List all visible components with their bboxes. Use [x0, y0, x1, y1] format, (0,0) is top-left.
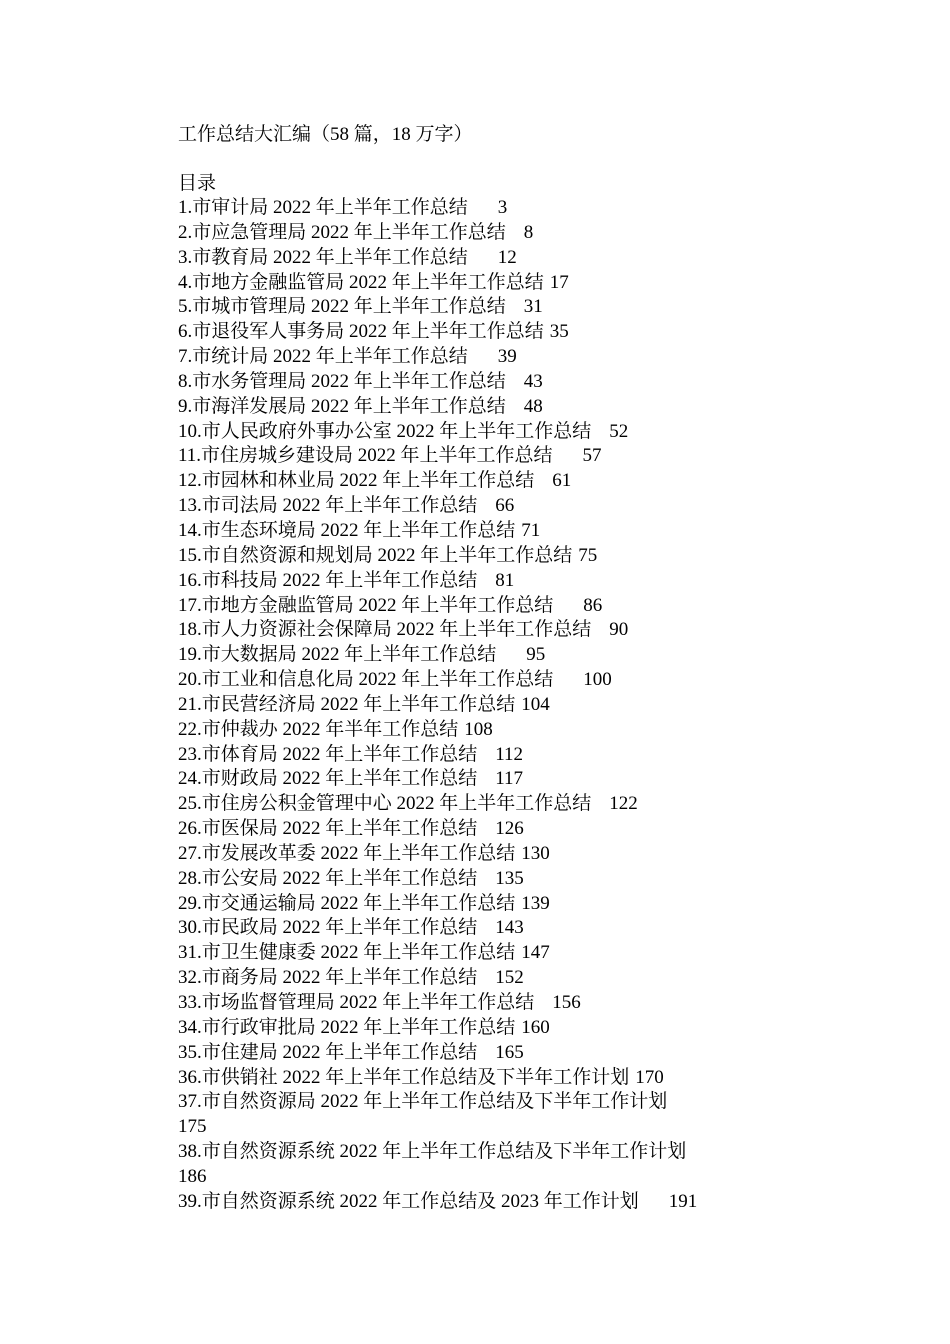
toc-entry-title: 28.市公安局 2022 年上半年工作总结 — [178, 867, 478, 889]
toc-entry[interactable] — [178, 1016, 810, 1041]
toc-entry-title: 19.市大数据局 2022 年上半年工作总结 — [178, 644, 497, 666]
toc-entry-page-number: 90 — [609, 619, 629, 641]
toc-entry[interactable] — [178, 544, 810, 569]
toc-entry-page-number: 57 — [582, 445, 602, 467]
toc-entry[interactable] — [178, 743, 810, 768]
toc-entry-title: 39.市自然资源系统 2022 年工作总结及 2023 年工作计划 — [178, 1190, 639, 1212]
toc-entry[interactable] — [178, 494, 810, 519]
toc-entry-title: 34.市行政审批局 2022 年上半年工作总结 — [178, 1016, 516, 1038]
toc-entry-title: 18.市人力资源社会保障局 2022 年上半年工作总结 — [178, 619, 592, 641]
toc-entry-title: 31.市卫生健康委 2022 年上半年工作总结 — [178, 942, 516, 964]
toc-entry-page-number: 130 — [521, 842, 550, 864]
toc-entry-page-number: 8 — [523, 221, 534, 243]
toc-entry[interactable] — [178, 594, 810, 619]
toc-entry-page-number: 156 — [552, 992, 581, 1013]
toc-entry-page-number: 81 — [495, 569, 515, 591]
toc-entry[interactable] — [178, 271, 810, 296]
toc-entry-title: 24.市财政局 2022 年上半年工作总结 — [178, 768, 478, 790]
toc-entry-page-number: 135 — [495, 867, 524, 889]
toc-entry-page-number: 52 — [609, 420, 629, 442]
toc-entry-page-number: 160 — [521, 1016, 550, 1038]
toc-entry[interactable] — [178, 221, 810, 246]
toc-entry[interactable] — [178, 842, 810, 867]
toc-entry-page-number: 139 — [521, 892, 550, 914]
toc-entry-page-number: 61 — [552, 470, 572, 492]
toc-entry-title: 13.市司法局 2022 年上半年工作总结 — [178, 495, 478, 517]
toc-entry-page-number: 126 — [495, 818, 524, 840]
toc-entry-title: 6.市退役军人事务局 2022 年上半年工作总结 — [178, 321, 544, 343]
toc-entry-title: 32.市商务局 2022 年上半年工作总结 — [178, 967, 478, 989]
toc-entry[interactable] — [178, 1041, 810, 1066]
toc-entry-page-number: 108 — [464, 718, 493, 740]
toc-entry-title: 29.市交通运输局 2022 年上半年工作总结 — [178, 892, 516, 914]
toc-entry-page-number: 191 — [668, 1190, 698, 1212]
toc-entry-title: 37.市自然资源局 2022 年上半年工作总结及下半年工作计划 — [178, 1091, 668, 1113]
toc-heading: 目录 — [178, 173, 217, 194]
toc-entry-page-number: 143 — [495, 917, 524, 939]
toc-entry[interactable] — [178, 1190, 810, 1215]
toc-entry[interactable] — [178, 345, 810, 370]
toc-entry-page-number: 35 — [549, 321, 569, 343]
toc-entry-title: 10.市人民政府外事办公室 2022 年上半年工作总结 — [178, 420, 592, 442]
toc-entry-title: 7.市统计局 2022 年上半年工作总结 — [178, 346, 468, 368]
toc-entry-page-number: 122 — [609, 793, 638, 815]
toc-entry-page-number: 104 — [521, 693, 550, 715]
toc-entry[interactable] — [178, 916, 810, 941]
toc-entry-title: 15.市自然资源和规划局 2022 年上半年工作总结 — [178, 544, 573, 566]
toc-entry-page-number: 95 — [526, 644, 546, 666]
toc-entry-title: 21.市民营经济局 2022 年上半年工作总结 — [178, 693, 516, 715]
toc-entry[interactable] — [178, 867, 810, 892]
toc-entry[interactable] — [178, 1066, 810, 1091]
toc-entry-title: 33.市场监督管理局 2022 年上半年工作总结 — [178, 992, 535, 1013]
toc-entry-page-number: 31 — [523, 296, 543, 318]
toc-entry-title: 26.市医保局 2022 年上半年工作总结 — [178, 818, 478, 840]
toc-entry-page-number: 100 — [583, 669, 612, 691]
toc-entry-page-number: 3 — [497, 197, 508, 218]
toc-entry-page-number: 170 — [635, 1066, 664, 1088]
document-title: 工作总结大汇编（58 篇，18 万字） — [178, 124, 473, 145]
toc-entry-title: 2.市应急管理局 2022 年上半年工作总结 — [178, 221, 506, 243]
toc-entry[interactable] — [178, 246, 810, 271]
toc-entry[interactable] — [178, 718, 810, 743]
toc-entry-title: 25.市住房公积金管理中心 2022 年上半年工作总结 — [178, 793, 592, 815]
toc-entry-page-number: 175 — [178, 1116, 207, 1138]
toc-entry-title: 36.市供销社 2022 年上半年工作总结及下半年工作计划 — [178, 1066, 630, 1088]
toc-entry[interactable] — [178, 892, 810, 917]
toc-entry[interactable] — [178, 395, 810, 420]
toc-entry-title: 20.市工业和信息化局 2022 年上半年工作总结 — [178, 669, 554, 691]
toc-entry-title: 9.市海洋发展局 2022 年上半年工作总结 — [178, 395, 506, 417]
toc-entry[interactable] — [178, 991, 810, 1016]
toc-entry[interactable] — [178, 320, 810, 345]
toc-entry[interactable] — [178, 295, 810, 320]
toc-entry[interactable] — [178, 693, 810, 718]
toc-entry[interactable] — [178, 420, 810, 445]
toc-entry-page-number: 86 — [583, 594, 603, 616]
toc-entry-title: 1.市审计局 2022 年上半年工作总结 — [178, 197, 468, 218]
toc-entry[interactable] — [178, 941, 810, 966]
toc-entry[interactable] — [178, 444, 810, 469]
toc-entry[interactable] — [178, 1140, 810, 1190]
toc-entry-title: 30.市民政局 2022 年上半年工作总结 — [178, 917, 478, 939]
toc-entry[interactable] — [178, 569, 810, 594]
toc-entry[interactable] — [178, 792, 810, 817]
toc-entry-page-number: 12 — [497, 246, 517, 268]
toc-entry-title: 8.市水务管理局 2022 年上半年工作总结 — [178, 370, 506, 392]
toc-entry-page-number: 71 — [521, 519, 541, 541]
toc-entry-title: 5.市城市管理局 2022 年上半年工作总结 — [178, 296, 506, 318]
toc-entry[interactable] — [178, 767, 810, 792]
toc-entry-page-number: 75 — [578, 544, 598, 566]
toc-entry-title: 3.市教育局 2022 年上半年工作总结 — [178, 246, 468, 268]
toc-entry-title: 12.市园林和林业局 2022 年上半年工作总结 — [178, 470, 535, 492]
toc-entry-title: 4.市地方金融监管局 2022 年上半年工作总结 — [178, 271, 544, 293]
toc-entry-page-number: 186 — [178, 1165, 207, 1187]
toc-entry-title: 23.市体育局 2022 年上半年工作总结 — [178, 743, 478, 765]
toc-entry[interactable] — [178, 817, 810, 842]
toc-entry-title: 16.市科技局 2022 年上半年工作总结 — [178, 569, 478, 591]
toc-entry[interactable] — [178, 519, 810, 544]
blank-line — [178, 148, 810, 172]
toc-entry-page-number: 165 — [495, 1041, 524, 1063]
toc-entry-page-number: 17 — [549, 271, 569, 293]
toc-entry-page-number: 66 — [495, 495, 515, 517]
toc-entry[interactable] — [178, 196, 810, 221]
toc-entry[interactable] — [178, 618, 810, 643]
toc-entry[interactable] — [178, 1090, 810, 1140]
toc-entry-title: 22.市仲裁办 2022 年半年工作总结 — [178, 718, 459, 740]
toc-entry[interactable] — [178, 668, 810, 693]
toc-entry-title: 35.市住建局 2022 年上半年工作总结 — [178, 1041, 478, 1063]
table-of-contents — [178, 196, 810, 1215]
toc-entry-title: 17.市地方金融监管局 2022 年上半年工作总结 — [178, 594, 554, 616]
toc-entry-page-number: 152 — [495, 967, 524, 989]
toc-entry-page-number: 147 — [521, 942, 550, 964]
toc-entry-title: 27.市发展改革委 2022 年上半年工作总结 — [178, 842, 516, 864]
toc-entry-page-number: 117 — [495, 768, 524, 790]
toc-entry-page-number: 112 — [495, 743, 524, 765]
toc-entry-page-number: 43 — [523, 370, 543, 392]
toc-entry-page-number: 39 — [497, 346, 517, 368]
toc-entry[interactable] — [178, 370, 810, 395]
toc-entry[interactable] — [178, 643, 810, 668]
toc-entry[interactable] — [178, 966, 810, 991]
toc-entry-title: 14.市生态环境局 2022 年上半年工作总结 — [178, 519, 516, 541]
document-page — [178, 122, 810, 1215]
toc-entry-page-number: 48 — [523, 395, 543, 417]
toc-entry-title: 38.市自然资源系统 2022 年上半年工作总结及下半年工作计划 — [178, 1141, 687, 1163]
toc-entry[interactable] — [178, 469, 810, 494]
toc-entry-title: 11.市住房城乡建设局 2022 年上半年工作总结 — [178, 445, 553, 467]
